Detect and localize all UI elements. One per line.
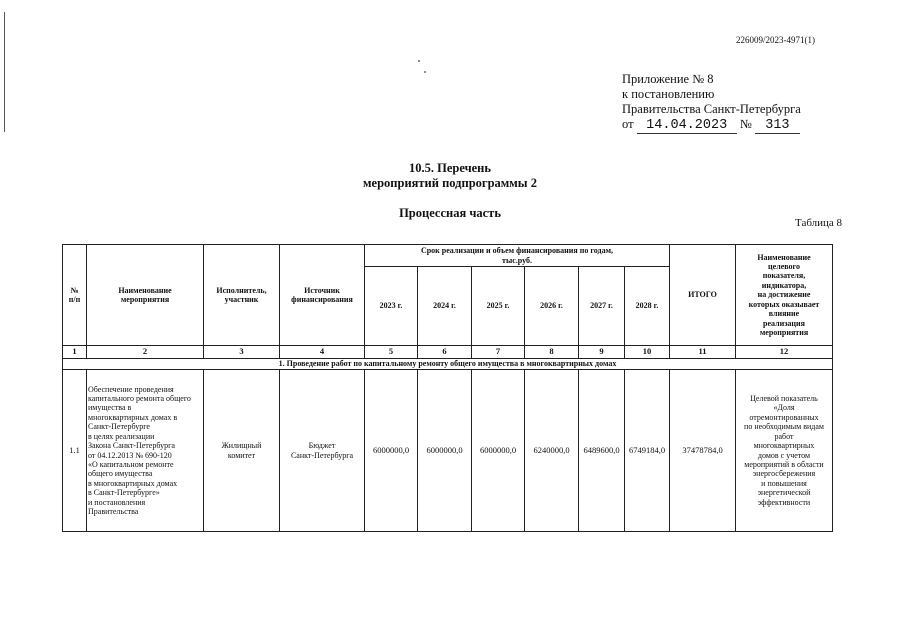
heading-line-1: 10.5. Перечень <box>409 161 491 175</box>
col-number: 7 <box>472 346 525 359</box>
section-part-title: Процессная часть <box>399 206 501 220</box>
header-total: ИТОГО <box>670 245 736 346</box>
header-2024: 2024 г. <box>418 267 472 346</box>
row-source: Бюджет Санкт-Петербурга <box>280 370 365 532</box>
appendix-line-3: Правительства Санкт-Петербурга <box>622 102 801 116</box>
appendix-block <box>622 72 801 134</box>
header-2023: 2023 г. <box>365 267 418 346</box>
document-number: 226009/2023-4971(1) <box>736 35 815 45</box>
scan-speck <box>424 71 426 73</box>
row-num: 1.1 <box>63 370 87 532</box>
left-margin-line <box>4 12 5 132</box>
resolution-date: 14.04.2023 <box>637 118 737 134</box>
col-number: 9 <box>579 346 625 359</box>
number-label: № <box>739 117 752 131</box>
resolution-number: 313 <box>755 118 800 134</box>
row-name: Обеспечение проведения капитального ремонта общего имущества в многоквартирных домах в Санкт-Петербурге в целях реализации Закона Санкт-Петербурга от 04.12.2013 № 690-120 «О капитальном ремонте общего имущества в многоквартирных домах в Санкт-Петербурге» и постановления Правительства <box>87 370 204 532</box>
header-2025: 2025 г. <box>472 267 525 346</box>
row-2023: 6000000,0 <box>365 370 418 532</box>
appendix-date-line <box>622 117 801 134</box>
appendix-line-1: Приложение № 8 <box>622 72 714 86</box>
row-2027: 6489600,0 <box>579 370 625 532</box>
header-period: Срок реализации и объем финансирования по годам, тыс.руб. <box>365 245 670 267</box>
col-number: 11 <box>670 346 736 359</box>
row-indicator: Целевой показатель «Доля отремонтированных по необходимым видам работ многоквартирных домов с учетом мероприятий в области энергосбережения и повышения энергетической эффективности <box>736 370 833 532</box>
header-executor: Исполнитель, участник <box>204 245 280 346</box>
row-2026: 6240000,0 <box>525 370 579 532</box>
col-number: 1 <box>63 346 87 359</box>
col-number: 5 <box>365 346 418 359</box>
heading-line-2: мероприятий подпрограммы 2 <box>363 176 537 190</box>
row-2028: 6749184,0 <box>625 370 670 532</box>
header-indicator: Наименование целевого показателя, индикатора, на достижение которых оказывает влияние реализация мероприятия <box>736 245 833 346</box>
header-2028: 2028 г. <box>625 267 670 346</box>
column-number-row <box>63 346 833 359</box>
table-row <box>63 370 833 532</box>
col-number: 6 <box>418 346 472 359</box>
col-number: 12 <box>736 346 833 359</box>
row-2024: 6000000,0 <box>418 370 472 532</box>
col-number: 2 <box>87 346 204 359</box>
scan-speck <box>418 60 420 62</box>
header-2027: 2027 г. <box>579 267 625 346</box>
row-executor: Жилищный комитет <box>204 370 280 532</box>
header-num: № п/п <box>63 245 87 346</box>
col-number: 10 <box>625 346 670 359</box>
row-2025: 6000000,0 <box>472 370 525 532</box>
section-row <box>63 359 833 370</box>
from-label: от <box>622 117 634 131</box>
header-2026: 2026 г. <box>525 267 579 346</box>
col-number: 3 <box>204 346 280 359</box>
row-total: 37478784,0 <box>670 370 736 532</box>
table-label: Таблица 8 <box>795 217 843 229</box>
col-number: 4 <box>280 346 365 359</box>
header-name: Наименование мероприятия <box>87 245 204 346</box>
header-source: Источник финансирования <box>280 245 365 346</box>
appendix-line-2: к постановлению <box>622 87 715 101</box>
activities-table <box>62 244 833 532</box>
section-title: 1. Проведение работ по капитальному ремонту общего имущества в многоквартирных домах <box>63 359 833 370</box>
col-number: 8 <box>525 346 579 359</box>
